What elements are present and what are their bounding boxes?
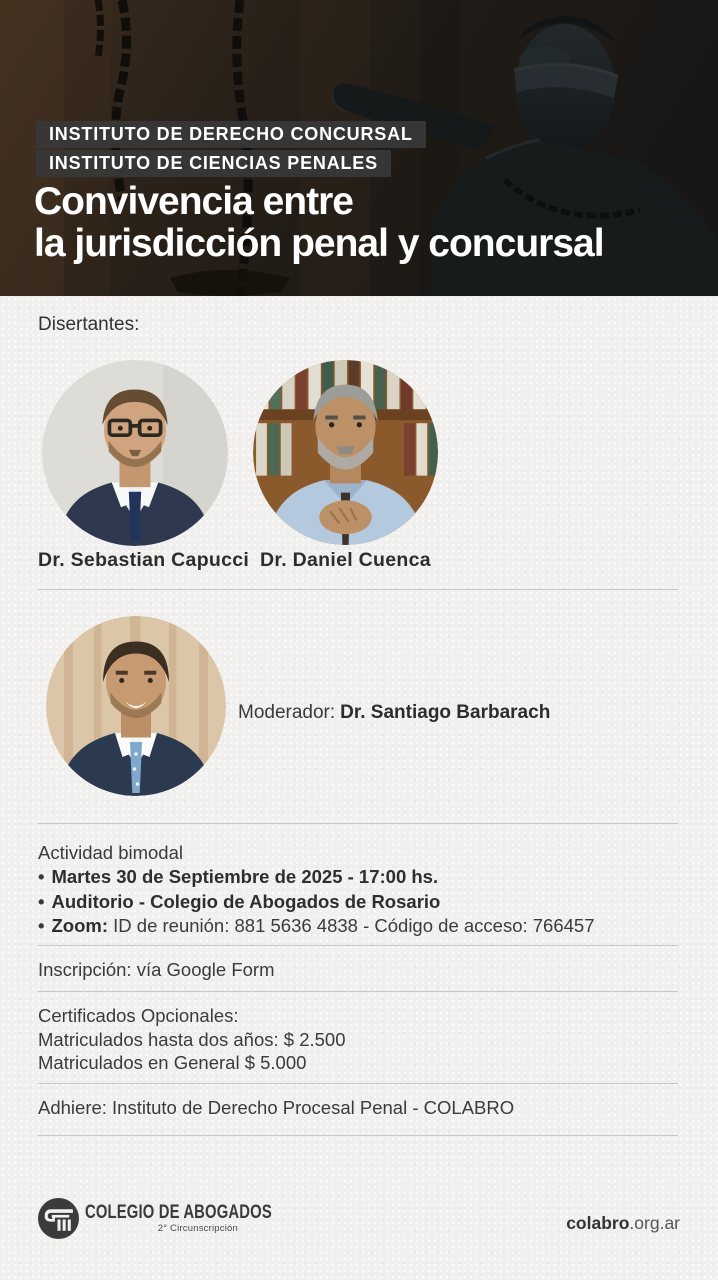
- certificates-price-general: Matriculados en General $ 5.000: [38, 1052, 307, 1073]
- header-banner: [0, 0, 718, 296]
- column-icon: [38, 1198, 79, 1239]
- institute-badge-penales: INSTITUTO DE CIENCIAS PENALES: [36, 150, 391, 177]
- certificates-price-junior: Matriculados hasta dos años: $ 2.500: [38, 1028, 346, 1050]
- inscription-text: Inscripción: vía Google Form: [38, 959, 275, 980]
- activity-details: [38, 841, 595, 938]
- bullet-dot: •: [38, 866, 45, 888]
- certificates-heading: Certificados Opcionales:: [38, 1005, 239, 1026]
- org-logo: [38, 1198, 79, 1239]
- speakers-section-label: Disertantes:: [38, 314, 140, 335]
- moderator-label: Moderador:: [238, 702, 336, 723]
- website-tld: .org.ar: [629, 1213, 680, 1233]
- section-divider: [38, 823, 678, 824]
- moderator-line: [238, 702, 550, 724]
- moderator-photo-barbarach: [46, 616, 226, 796]
- certificates-section: [38, 1004, 346, 1075]
- org-subtitle: 2° Circunscripción: [157, 1223, 238, 1234]
- event-title: [34, 181, 604, 265]
- speaker-name-capucci: Dr. Sebastian Capucci: [38, 549, 250, 571]
- section-divider: [38, 991, 678, 992]
- activity-bullet-venue: • Auditorio - Colegio de Abogados de Rosario: [38, 890, 441, 912]
- section-divider: [38, 1083, 678, 1084]
- activity-bullet-date: • Martes 30 de Septiembre de 2025 - 17:00 hs.: [38, 866, 439, 888]
- bullet-dot: •: [38, 914, 45, 936]
- section-divider: [38, 1135, 678, 1136]
- activity-bullet-zoom: • Zoom: ID de reunión: 881 5636 4838 - Código de acceso: 766457: [38, 914, 595, 936]
- section-divider: [38, 945, 678, 946]
- adherence-text: Adhiere: Instituto de Derecho Procesal Penal - COLABRO: [38, 1097, 515, 1118]
- website-text: [566, 1213, 680, 1234]
- event-title-line1: Convivencia entre: [34, 180, 353, 223]
- speaker-photo-capucci: [42, 360, 228, 546]
- website-domain: colabro: [566, 1213, 630, 1233]
- moderator-name: Dr. Santiago Barbarach: [340, 702, 551, 723]
- speaker-name-cuenca: Dr. Daniel Cuenca: [260, 549, 431, 571]
- bullet-dot: •: [38, 890, 45, 912]
- org-name: COLEGIO DE ABOGADOS: [85, 1202, 272, 1223]
- activity-heading: Actividad bimodal: [38, 842, 183, 863]
- institute-badge-concursal: INSTITUTO DE DERECHO CONCURSAL: [36, 121, 426, 148]
- section-divider: [38, 589, 678, 590]
- speaker-photo-cuenca: [253, 360, 438, 545]
- event-title-line2: la jurisdicción penal y concursal: [34, 222, 604, 265]
